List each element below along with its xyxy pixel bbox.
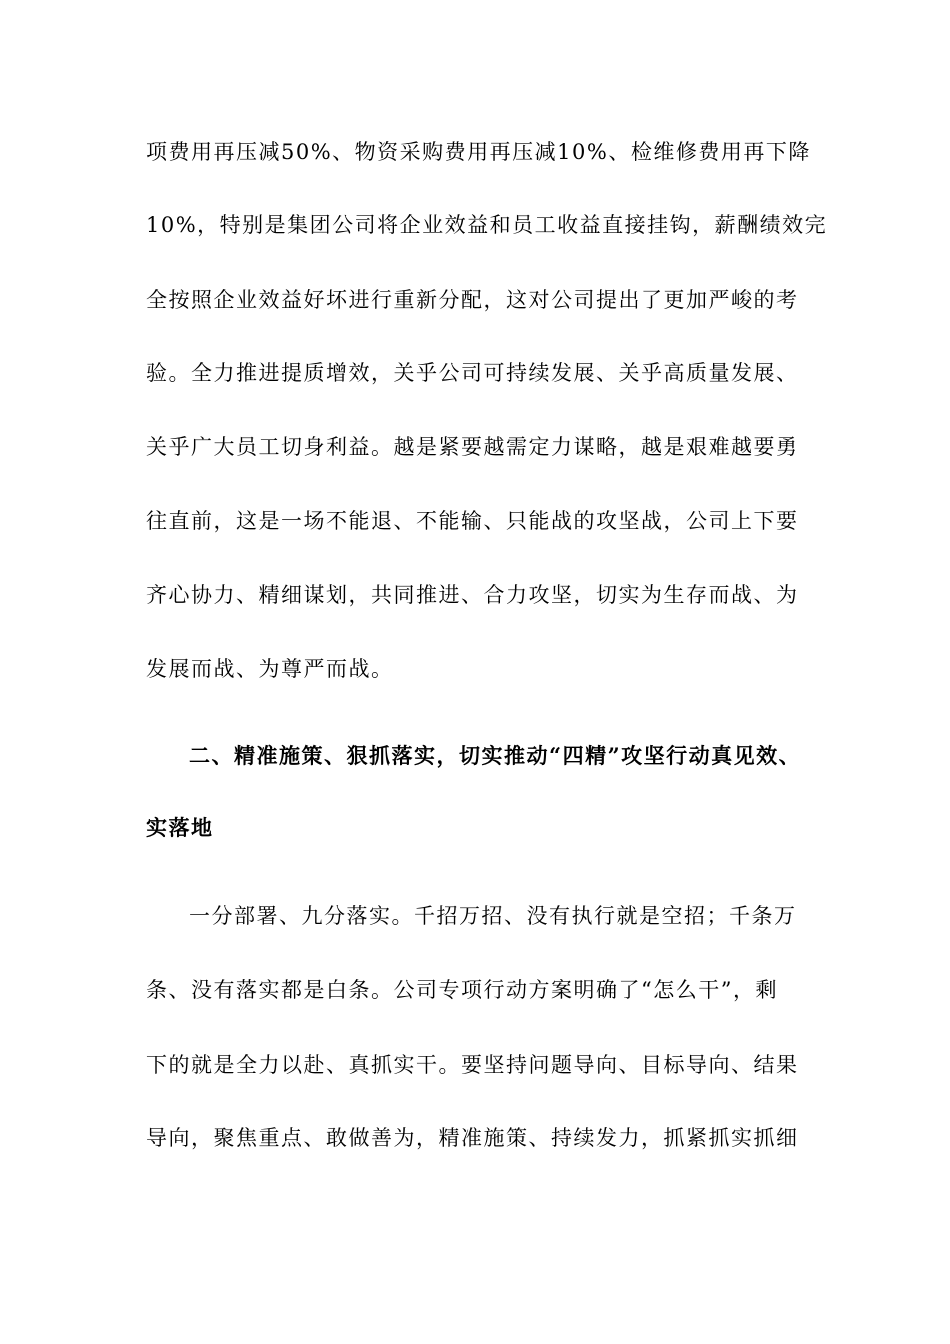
paragraph-1-line-1: 项费用再压减50%、物资采购费用再压减10%、检维修费用再下降 [146, 140, 811, 164]
paragraph-1-line-7: 齐心协力、精细谋划，共同推进、合力攻坚，切实为生存而战、为 [146, 583, 799, 607]
paragraph-1-line-6: 往直前，这是一场不能退、不能输、只能战的攻坚战，公司上下要 [146, 509, 799, 533]
paragraph-1-line-5: 关乎广大员工切身利益。越是紧要越需定力谋略，越是艰难越要勇 [146, 435, 799, 459]
paragraph-1-line-4: 验。全力推进提质增效，关乎公司可持续发展、关乎高质量发展、 [146, 361, 799, 385]
paragraph-2-line-2: 条、没有落实都是白条。公司专项行动方案明确了“怎么干”，剩 [146, 978, 778, 1002]
paragraph-2-line-3: 下的就是全力以赴、真抓实干。要坚持问题导向、目标导向、结果 [146, 1053, 799, 1077]
section-heading-line-1: 二、精准施策、狠抓落实，切实推动“四精”攻坚行动真见效、 [189, 743, 802, 768]
paragraph-2-line-4: 导向，聚焦重点、敢做善为，精准施策、持续发力，抓紧抓实抓细 [146, 1126, 799, 1150]
paragraph-1-line-2: 10%，特别是集团公司将企业效益和员工收益直接挂钩，薪酬绩效完 [146, 213, 828, 237]
section-heading-line-2: 实落地 [146, 815, 214, 840]
paragraph-2-line-1: 一分部署、九分落实。千招万招、没有执行就是空招；千条万 [189, 904, 797, 928]
paragraph-1-line-8: 发展而战、为尊严而战。 [146, 657, 394, 681]
paragraph-1-line-3: 全按照企业效益好坏进行重新分配，这对公司提出了更加严峻的考 [146, 288, 799, 312]
